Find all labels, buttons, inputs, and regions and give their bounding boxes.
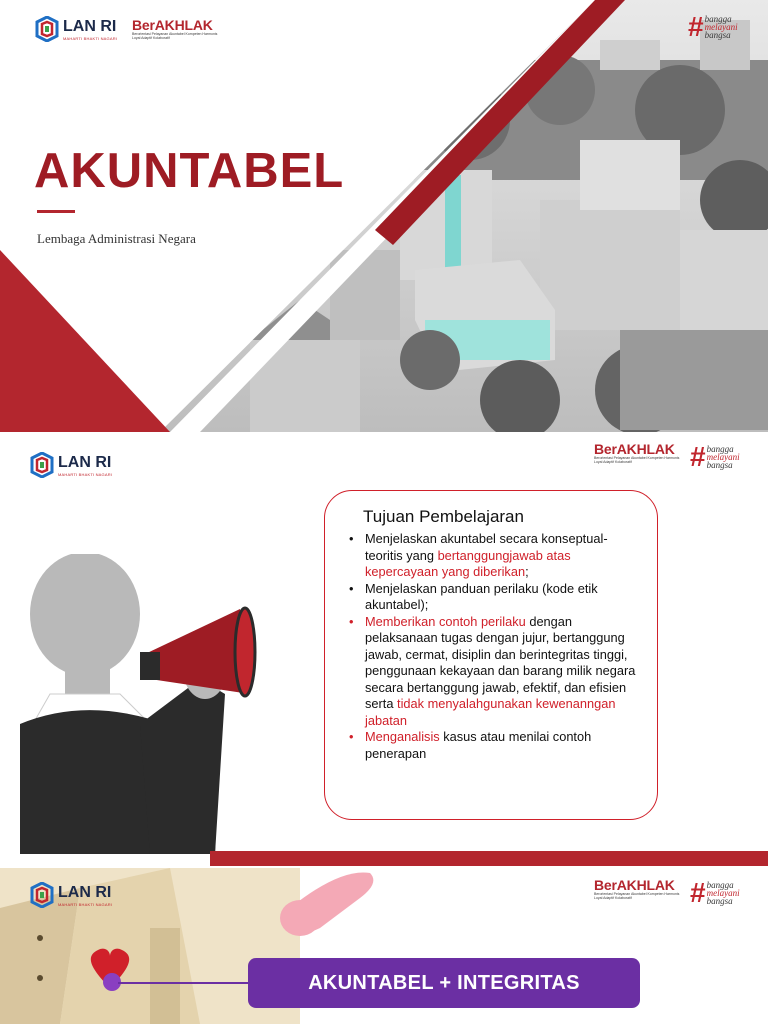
objective-item xyxy=(347,581,645,614)
hashtag-icon: # xyxy=(688,11,704,42)
bangga-word-3: bangsa xyxy=(706,896,733,906)
lan-ri-logo xyxy=(30,452,112,478)
hashtag-icon: # xyxy=(690,441,706,472)
learning-objectives-card xyxy=(324,490,658,820)
slide-learning-objectives xyxy=(0,434,768,866)
bangga-word-3: bangsa xyxy=(704,30,731,40)
lan-ri-tagline: MAHARTI BHAKTI NAGARI xyxy=(58,471,113,477)
slide-cover xyxy=(0,0,768,432)
lan-ri-mark-icon xyxy=(35,16,59,42)
red-bottom-bar xyxy=(210,851,768,866)
objective-highlight-text: Memberikan contoh perilaku xyxy=(365,613,526,629)
bangga-word-2: melayani xyxy=(706,452,740,462)
objective-item xyxy=(347,729,645,762)
hashtag-icon: # xyxy=(690,877,706,908)
lan-ri-tagline: MAHARTI BHAKTI NAGARI xyxy=(63,35,118,41)
objective-text: kasus atau menilai contoh penerapan xyxy=(365,729,592,761)
man-with-megaphone-illustration xyxy=(0,554,270,866)
lan-ri-logo xyxy=(30,882,112,908)
objective-text: Menjelaskan akuntabel secara konseptual-teoritis yang xyxy=(365,531,608,563)
berakhlak-word: BerAKHLAK xyxy=(594,877,675,893)
lan-ri-mark-icon xyxy=(30,882,54,908)
lan-ri-mark-icon xyxy=(30,452,54,478)
cover-background-shapes xyxy=(0,0,768,432)
lan-ri-name: LAN RI xyxy=(58,883,112,901)
bangga-melayani-bangsa-logo xyxy=(688,11,738,42)
cover-title: AKUNTABEL xyxy=(34,144,345,198)
title-underline xyxy=(37,210,75,213)
bangga-word-1: bangga xyxy=(704,14,732,24)
objective-text: dengan pelaksanaan tugas dengan jujur, bertanggung jawab, cermat, disiplin dan berintegritas tinggi, penggunaan kekayaan dan barang milik negara secara bertanggung jawab, efektif, dan efisien serta xyxy=(365,613,636,711)
connector-line xyxy=(118,982,250,984)
lan-ri-logo xyxy=(35,16,117,42)
bangga-word-2: melayani xyxy=(706,888,740,898)
objectives-list xyxy=(347,531,645,762)
bangga-word-2: melayani xyxy=(704,22,738,32)
objective-item xyxy=(347,614,645,730)
accountability-integrity-banner xyxy=(248,958,640,1008)
berakhlak-subtitle: Berorientasi Pelayanan Akuntabel Kompeten Harmonis Loyal Adaptif Kolaboratif xyxy=(132,32,218,40)
objective-text: ; xyxy=(525,564,529,579)
objective-highlight-text: Menganalisis xyxy=(365,729,440,744)
objective-highlight-text: bertanggungjawab atas kepercayaan yang diberikan xyxy=(365,547,571,579)
lan-ri-tagline: MAHARTI BHAKTI NAGARI xyxy=(58,901,113,907)
slide-accountability-integrity xyxy=(0,868,768,1024)
bangga-word-1: bangga xyxy=(706,444,734,454)
berakhlak-logo xyxy=(594,878,684,900)
banner-text: AKUNTABEL + INTEGRITAS xyxy=(308,971,580,994)
lan-ri-name: LAN RI xyxy=(58,453,112,471)
berakhlak-logo xyxy=(594,442,684,464)
berakhlak-word: BerAKHLAK xyxy=(594,441,675,457)
bangga-melayani-bangsa-logo xyxy=(690,441,740,472)
berakhlak-logo xyxy=(132,18,222,40)
objective-text: Menjelaskan panduan perilaku (kode etik akuntabel); xyxy=(365,580,598,612)
bangga-word-3: bangsa xyxy=(706,460,733,470)
bangga-melayani-bangsa-logo xyxy=(690,877,740,908)
objective-item xyxy=(347,531,645,581)
berakhlak-subtitle: Berorientasi Pelayanan Akuntabel Kompeten Harmonis Loyal Adaptif Kolaboratif xyxy=(594,456,680,464)
berakhlak-subtitle: Berorientasi Pelayanan Akuntabel Kompeten Harmonis Loyal Adaptif Kolaboratif xyxy=(594,892,680,900)
cover-subtitle: Lembaga Administrasi Negara xyxy=(37,231,196,246)
card-title: Tujuan Pembelajaran xyxy=(363,507,524,526)
red-corner-shape xyxy=(0,250,170,432)
bangga-word-1: bangga xyxy=(706,880,734,890)
berakhlak-word: BerAKHLAK xyxy=(132,17,213,33)
lan-ri-name: LAN RI xyxy=(63,17,117,35)
objective-highlight-text: tidak menyalahgunakan kewenanngan jabatan xyxy=(365,696,616,728)
